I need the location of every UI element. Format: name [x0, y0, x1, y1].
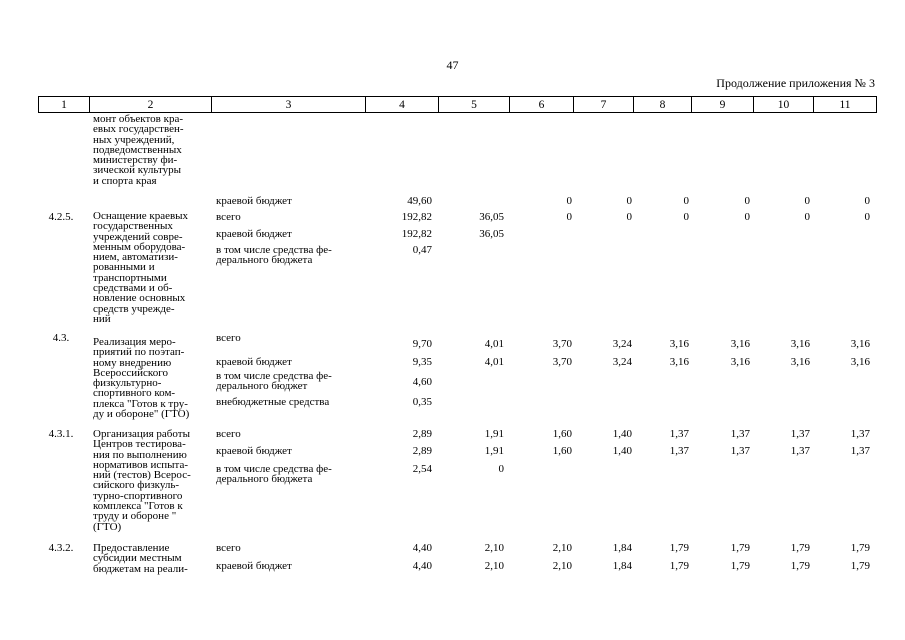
header-col-9: 9 — [692, 97, 754, 113]
row-source: всего — [216, 211, 241, 223]
row-value-col-9: 3,16 — [730, 338, 750, 350]
row-value-col-10: 0 — [804, 195, 810, 207]
row-value-col-5: 0 — [498, 463, 504, 475]
row-value-col-9: 1,79 — [730, 542, 750, 554]
desc-4-2-5: Оснащение краевых государственных учреждений совре- менным оборудова- нием, автоматизи- рованными и транспортными средствами и об- новление основных средств учрежде- ний — [93, 210, 189, 325]
row-value-col-4: 9,70 — [412, 338, 432, 350]
row-value-col-7: 0 — [626, 195, 632, 207]
row-value-col-8: 1,79 — [669, 560, 689, 572]
row-value-col-9: 1,37 — [730, 428, 750, 440]
row-value-col-6: 0 — [566, 195, 572, 207]
row-value-col-11: 3,16 — [850, 356, 870, 368]
row-value-col-4: 9,35 — [412, 356, 432, 368]
row-value-col-6: 1,60 — [552, 428, 572, 440]
table-header — [38, 96, 877, 113]
row-value-col-4: 0,47 — [412, 244, 432, 256]
row-value-col-4: 4,60 — [412, 376, 432, 388]
header-col-8: 8 — [634, 97, 692, 113]
header-col-11: 11 — [814, 97, 877, 113]
row-value-col-5: 1,91 — [484, 428, 504, 440]
row-value-col-7: 1,40 — [612, 428, 632, 440]
header-col-1: 1 — [39, 97, 90, 113]
row-value-col-8: 0 — [683, 195, 689, 207]
row-source: внебюджетные средства — [216, 396, 330, 408]
row-value-col-6: 0 — [566, 211, 572, 223]
desc-4-3-2: Предоставление субсидии местным бюджетам на реали- — [93, 542, 188, 575]
row-source: в том числе средства фе- дерального бюджет — [216, 370, 332, 393]
row-value-col-10: 0 — [804, 211, 810, 223]
row-source: краевой бюджет — [216, 228, 292, 240]
row-value-col-7: 3,24 — [612, 338, 632, 350]
row-value-col-4: 192,82 — [401, 211, 432, 223]
row-value-col-6: 2,10 — [552, 560, 572, 572]
row-value-col-9: 0 — [744, 211, 750, 223]
row-value-col-7: 1,40 — [612, 445, 632, 457]
row-value-col-6: 3,70 — [552, 338, 572, 350]
row-value-col-10: 1,37 — [790, 445, 810, 457]
header-col-7: 7 — [574, 97, 634, 113]
row-value-col-4: 0,35 — [412, 396, 432, 408]
row-index: 4.3.1. — [48, 428, 74, 440]
row-value-col-10: 3,16 — [790, 356, 810, 368]
row-value-col-4: 192,82 — [401, 228, 432, 240]
row-value-col-8: 3,16 — [669, 356, 689, 368]
row-value-col-5: 2,10 — [484, 542, 504, 554]
row-value-col-4: 49,60 — [407, 195, 432, 207]
row-value-col-6: 2,10 — [552, 542, 572, 554]
row-source: краевой бюджет — [216, 195, 292, 207]
row-value-col-6: 1,60 — [552, 445, 572, 457]
row-value-col-10: 3,16 — [790, 338, 810, 350]
row-value-col-11: 1,79 — [850, 560, 870, 572]
desc-4-3-1: Организация работы Центров тестирова- ния по выполнению нормативов испыта- ний (тестов) Всерос- сийского физкуль- турно-спортивного комплекса "Готов к труду и обороне " (ГТО) — [93, 428, 191, 533]
row-value-col-8: 3,16 — [669, 338, 689, 350]
row-value-col-8: 1,37 — [669, 428, 689, 440]
header-col-4: 4 — [366, 97, 439, 113]
row-value-col-11: 0 — [864, 195, 870, 207]
top-description: монт объектов кра- евых государствен- ных учреждений, подведомственных министерству фи- зической культуры и спорта края — [93, 113, 184, 187]
row-value-col-9: 3,16 — [730, 356, 750, 368]
row-value-col-8: 1,37 — [669, 445, 689, 457]
row-value-col-5: 36,05 — [479, 228, 504, 240]
header-col-10: 10 — [754, 97, 814, 113]
row-value-col-11: 1,79 — [850, 542, 870, 554]
row-value-col-9: 1,37 — [730, 445, 750, 457]
row-value-col-7: 0 — [626, 211, 632, 223]
row-value-col-7: 1,84 — [612, 542, 632, 554]
row-source: краевой бюджет — [216, 356, 292, 368]
header-col-5: 5 — [439, 97, 510, 113]
row-source: краевой бюджет — [216, 560, 292, 572]
row-source: в том числе средства фе- дерального бюджета — [216, 463, 332, 486]
row-value-col-7: 1,84 — [612, 560, 632, 572]
row-source: краевой бюджет — [216, 445, 292, 457]
header-col-6: 6 — [510, 97, 574, 113]
row-index: 4.3.2. — [48, 542, 74, 554]
row-value-col-11: 3,16 — [850, 338, 870, 350]
continuation-label: Продолжение приложения № 3 — [716, 76, 875, 90]
row-source: всего — [216, 428, 241, 440]
row-value-col-8: 0 — [683, 211, 689, 223]
row-value-col-5: 4,01 — [484, 338, 504, 350]
desc-4-3: Реализация меро- приятий по поэтап- ному внедрению Всероссийского физкультурно- спортивного ком- плекса "Готов к тру- ду и обороне" (ГТО) — [93, 336, 190, 421]
row-index: 4.3. — [52, 332, 70, 344]
row-value-col-5: 2,10 — [484, 560, 504, 572]
row-source: всего — [216, 542, 241, 554]
row-value-col-5: 36,05 — [479, 211, 504, 223]
header-col-3: 3 — [212, 97, 366, 113]
row-value-col-8: 1,79 — [669, 542, 689, 554]
row-value-col-4: 4,40 — [412, 542, 432, 554]
page-number: 47 — [446, 58, 459, 72]
row-value-col-5: 1,91 — [484, 445, 504, 457]
row-value-col-10: 1,37 — [790, 428, 810, 440]
row-value-col-6: 3,70 — [552, 356, 572, 368]
row-value-col-10: 1,79 — [790, 542, 810, 554]
row-value-col-11: 1,37 — [850, 428, 870, 440]
row-value-col-10: 1,79 — [790, 560, 810, 572]
header-col-2: 2 — [90, 97, 212, 113]
row-index: 4.2.5. — [48, 211, 74, 223]
row-value-col-11: 0 — [864, 211, 870, 223]
row-value-col-4: 2,89 — [412, 428, 432, 440]
row-value-col-4: 2,54 — [412, 463, 432, 475]
row-source: в том числе средства фе- дерального бюджета — [216, 244, 332, 267]
row-value-col-9: 1,79 — [730, 560, 750, 572]
row-value-col-5: 4,01 — [484, 356, 504, 368]
row-value-col-4: 2,89 — [412, 445, 432, 457]
row-source: всего — [216, 332, 241, 344]
row-value-col-11: 1,37 — [850, 445, 870, 457]
row-value-col-4: 4,40 — [412, 560, 432, 572]
row-value-col-7: 3,24 — [612, 356, 632, 368]
row-value-col-9: 0 — [744, 195, 750, 207]
